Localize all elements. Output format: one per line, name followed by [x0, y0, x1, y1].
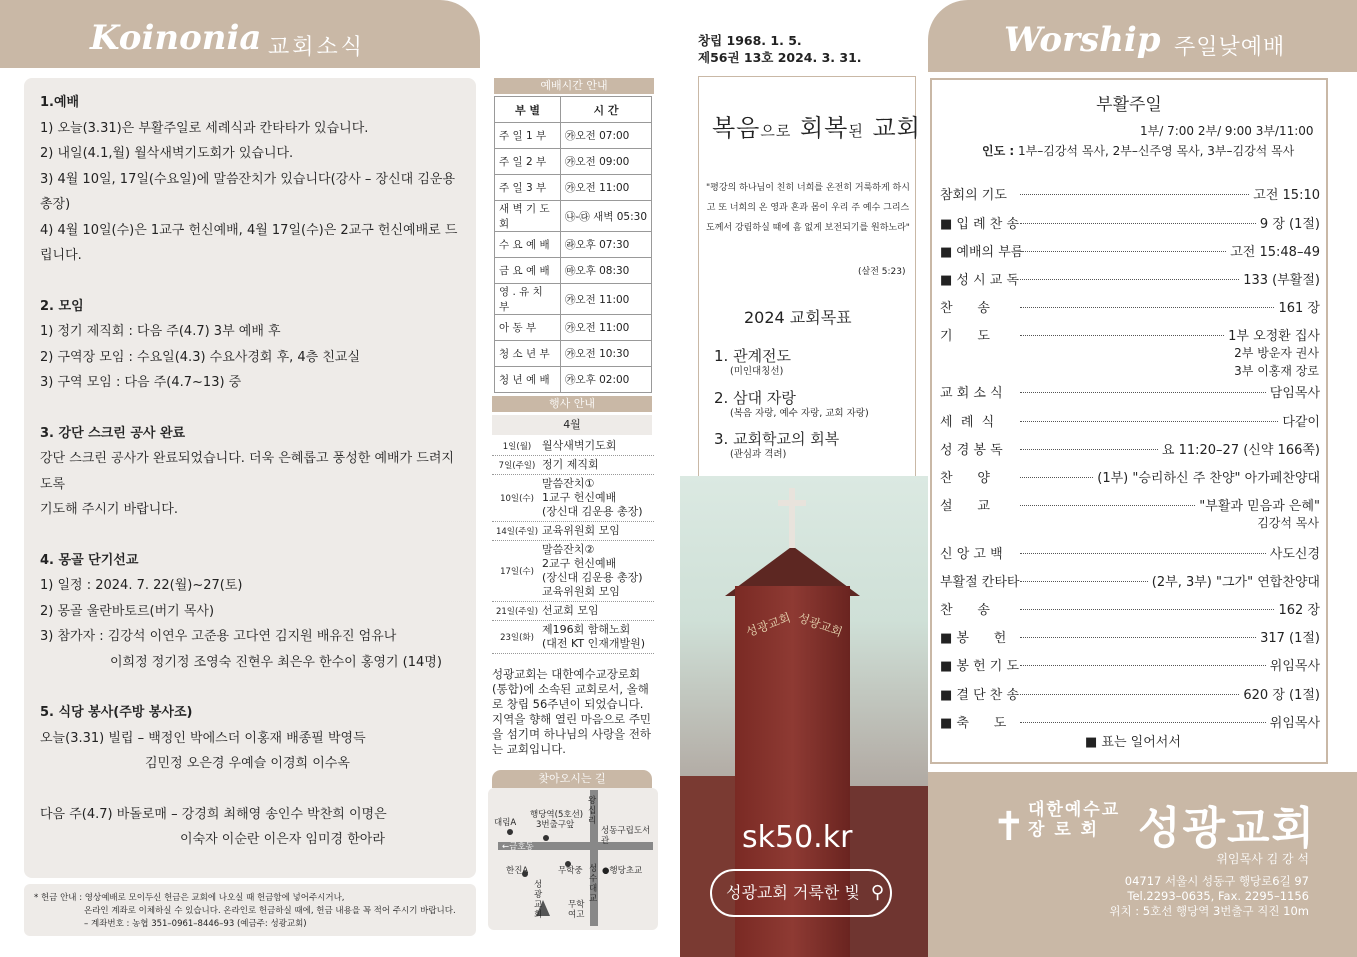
- schedule-dept: 새 벽 기 도 회: [495, 201, 561, 232]
- order-value: 담임목사: [1269, 386, 1320, 401]
- news-line: 3) 4월 10일, 17일(수요일)에 말씀잔치가 있습니다(강사 – 장신대 김운용 총장): [40, 171, 455, 212]
- schedule-time: ㉮오전 11:00: [560, 284, 651, 315]
- map-label: 무학중: [558, 866, 583, 876]
- schedule-dept: 주 일 1 부: [495, 123, 561, 149]
- verse-reference: (살전 5:23): [858, 267, 906, 277]
- slogan-part: 으로: [760, 122, 792, 140]
- cross-icon: [789, 488, 795, 548]
- schedule-table: [494, 96, 652, 393]
- service-order-row: [940, 627, 1320, 646]
- goal-sub: (관심과 격려): [730, 449, 787, 460]
- news-line: 4) 4월 10일(수)은 1교구 헌신예배, 4월 17일(수)은 2교구 헌신예배로 드립니다.: [40, 222, 458, 263]
- service-order-row: [940, 467, 1320, 486]
- founded-date: 창립 1968. 1. 5.: [698, 33, 802, 48]
- order-value: 1부 오정환 집사: [1228, 329, 1320, 344]
- order-value: (2부, 3부) "그가" 연합찬양대: [1151, 575, 1320, 590]
- schedule-row: [495, 367, 652, 393]
- event-row: [492, 621, 654, 654]
- goal-name: 2. 삼대 자랑: [714, 389, 796, 407]
- events-title: 행사 안내: [492, 396, 652, 412]
- church-slogan: [712, 108, 921, 143]
- map-label: 성동구립도서관: [601, 826, 651, 846]
- note-line: 온라인 계좌로 이체하실 수 있습니다. 온라인로 헌금하실 때에, 헌금 내용을 꼭 적어 주시기 바랍니다.: [84, 906, 456, 916]
- location: 위치 : 5호선 행당역 3번출구 직진 10m: [1109, 904, 1309, 918]
- church-footer: [928, 772, 1357, 957]
- order-value: 317 (1절): [1260, 631, 1320, 646]
- slogan-part: 복음: [712, 114, 761, 142]
- goal-sub: (미인대칭선): [730, 366, 784, 377]
- goal-name: 1. 관계전도: [714, 347, 792, 365]
- event-row: [492, 456, 654, 475]
- dot-leader: [1020, 251, 1226, 252]
- prayer-3: 3부 이홍재 장로: [1234, 364, 1319, 378]
- map-label: 3번출구앞: [536, 820, 575, 830]
- event-text: 선교회 모임: [542, 604, 599, 617]
- section-heading: 5. 식당 봉사(주방 봉사조): [40, 705, 193, 720]
- order-value: (1부) "승리하신 주 찬양" 아가페찬양대: [1097, 471, 1320, 486]
- schedule-dept: 수 요 예 배: [495, 232, 561, 258]
- map-label: ←금호동: [502, 842, 534, 852]
- service-leaders: [982, 142, 1294, 159]
- order-label: ■ 입 례 찬 송: [940, 217, 1020, 232]
- section-heading: 4. 몽골 단기선교: [40, 552, 139, 568]
- order-label: 신 앙 고 백: [940, 547, 1003, 562]
- event-row: [492, 602, 654, 621]
- map-label: 무학여고: [568, 900, 585, 920]
- events-month: 4월: [492, 415, 652, 435]
- news-line: 기도해 주시기 바랍니다.: [40, 502, 178, 517]
- map-label: 성수대교: [589, 864, 598, 904]
- schedule-time: ㉮오전 09:00: [560, 149, 651, 175]
- events-list: [492, 437, 654, 654]
- schedule-row: [495, 149, 652, 175]
- cross-icon-bar: [778, 500, 806, 506]
- goal-title: 2024 교회목표: [744, 308, 852, 327]
- order-label: 성 경 봉 독: [940, 443, 1003, 458]
- order-value: "부활과 믿음과 은혜": [1199, 499, 1320, 514]
- order-value: 161 장: [1278, 301, 1320, 316]
- event-date: 7일(주일): [498, 461, 536, 471]
- dot-leader: [1020, 505, 1195, 506]
- event-row: [492, 475, 654, 522]
- order-value: 위임목사: [1269, 716, 1320, 731]
- schedule-dept: 주 일 3 부: [495, 175, 561, 201]
- news-line: 이희정 정기정 조영숙 진현우 최은우 한수이 홍영기 (14명): [110, 654, 442, 670]
- denomination-cross-icon: ✝: [992, 804, 1026, 850]
- schedule-row: [495, 258, 652, 284]
- schedule-title: 예배시간 안내: [494, 78, 654, 94]
- schedule-time: ㉮오전 07:00: [560, 123, 651, 149]
- denom-line: 대한예수교: [1028, 800, 1121, 820]
- schedule-dept: 아 동 부: [495, 315, 561, 341]
- order-label: ■ 예배의 부름: [940, 245, 1024, 260]
- map-label: ●행당초교: [602, 866, 643, 876]
- order-label: 찬 양: [940, 471, 990, 486]
- service-title: 부활주일: [1096, 95, 1162, 115]
- news-line: 2) 내일(4.1,월) 월삭새벽기도회가 있습니다.: [40, 146, 294, 161]
- order-label: ■ 성 시 교 독: [940, 273, 1020, 288]
- event-text: 교육위원회 모임: [542, 524, 620, 537]
- event-date: 21일(주일): [495, 607, 539, 617]
- address: 04717 서울시 성동구 행당로6길 97: [1124, 874, 1309, 888]
- order-value: 사도신경: [1269, 547, 1320, 562]
- search-pill[interactable]: [710, 869, 892, 917]
- order-value: 고전 15:48–49: [1230, 245, 1320, 260]
- church-news-title: 교회소식: [268, 35, 366, 60]
- dot-leader: [1020, 223, 1256, 224]
- event-text: 말씀잔치② 2교구 헌신예배 (장신대 김운용 총장) 교육위원회 모임: [542, 543, 643, 598]
- order-label: ■ 봉 헌: [940, 631, 1007, 646]
- search-icon: ⚲: [870, 882, 885, 903]
- issue-number: 제56권 13호 2024. 3. 31.: [698, 50, 862, 65]
- standing-legend: ■ 표는 일어서서: [1085, 735, 1181, 750]
- koinonia-header: [0, 0, 480, 68]
- directions-title: 찾아오시는 길: [492, 770, 652, 788]
- dot-leader: [1020, 665, 1266, 666]
- dot-leader: [1020, 307, 1274, 308]
- sunday-service-title: 주일낮예배: [1174, 35, 1286, 60]
- news-line: 1) 정기 제직회 : 다음 주(4.7) 3부 예배 후: [40, 324, 281, 339]
- dot-leader: [1020, 694, 1239, 695]
- event-text: 월삭새벽기도회: [542, 439, 617, 452]
- service-order-row: [940, 495, 1320, 514]
- news-line: 3) 참가자 : 김강석 이연우 고준용 고다연 김지원 배유진 엄유나: [40, 629, 397, 644]
- schedule-dept: 청 년 예 배: [495, 367, 561, 393]
- service-order-row: [940, 712, 1320, 731]
- service-order-row: [940, 684, 1320, 703]
- senior-pastor: 위임목사 김 강 석: [1216, 852, 1309, 866]
- order-value: 133 (부활절): [1243, 273, 1320, 288]
- website-url[interactable]: sk50.kr: [742, 820, 853, 855]
- event-text: 말씀잔치① 1교구 헌신예배 (장신대 김운용 총장): [542, 477, 643, 518]
- order-value: 620 장 (1절): [1243, 688, 1320, 703]
- offering-note: [24, 884, 476, 936]
- service-order-row: [940, 325, 1320, 344]
- directions-map: [488, 788, 658, 930]
- service-order-row: [940, 184, 1320, 203]
- map-label: 행당역(5호선): [530, 810, 584, 820]
- dot-leader: [1020, 477, 1093, 478]
- news-line: 1) 오늘(3.31)은 부활주일로 세례식과 칸타타가 있습니다.: [40, 120, 369, 136]
- service-order-row: [940, 213, 1320, 232]
- schedule-row: [495, 201, 652, 232]
- founding-info: [698, 32, 862, 66]
- phone: Tel.2293–0635, Fax. 2295–1156: [1127, 889, 1309, 903]
- goal-item: [714, 428, 839, 460]
- schedule-dept: 금 요 예 배: [495, 258, 561, 284]
- news-line: 2) 몽골 울란바토르(버기 목사): [40, 603, 215, 619]
- koinonia-script-title: Koinonia: [90, 18, 262, 58]
- church-name: 성광교회: [1138, 803, 1317, 854]
- tower-sign: 성광교회: [744, 610, 793, 640]
- service-order-row: [940, 269, 1320, 288]
- prayer-2: 2부 방운자 권사: [1234, 346, 1319, 360]
- event-text: 제196회 함해노회 (대전 KT 인재개발원): [542, 623, 646, 650]
- order-value: 요 11:20–27 (신약 166쪽): [1161, 443, 1320, 458]
- order-label: 설 교: [940, 499, 990, 514]
- section-heading: 3. 강단 스크린 공사 완료: [40, 425, 186, 441]
- event-text: 정기 제직회: [542, 458, 599, 471]
- map-label: 왕십리: [588, 796, 597, 826]
- service-order-row: [940, 439, 1320, 458]
- service-order-row: [940, 411, 1320, 430]
- news-line: 다음 주(4.7) 바돌로매 – 강경희 최해영 송인수 박찬희 이명은: [40, 806, 387, 822]
- schedule-row: [495, 175, 652, 201]
- schedule-time: ㉯-㉰ 새벽 05:30: [560, 201, 651, 232]
- event-date: 17일(수): [500, 567, 534, 577]
- event-date: 10일(수): [500, 494, 534, 504]
- event-row: [492, 437, 654, 456]
- service-order-row: [940, 599, 1320, 618]
- dot-leader: [1020, 449, 1158, 450]
- schedule-dept: 영 . 유 치 부: [495, 284, 561, 315]
- map-label: 한진A: [506, 866, 529, 876]
- dot-leader: [1020, 421, 1278, 422]
- order-value: 위임목사: [1269, 659, 1320, 674]
- event-date: 14일(주일): [495, 527, 539, 537]
- service-order-row: [940, 655, 1320, 674]
- slogan-part: 교회: [872, 114, 921, 142]
- order-label: ■ 봉 헌 기 도: [940, 659, 1020, 674]
- news-line: 이숙자 이순란 이은자 임미경 한아라: [180, 832, 385, 847]
- slogan-part: 회복: [800, 114, 849, 142]
- section-heading: 1.예배: [40, 95, 80, 110]
- dot-leader: [1020, 609, 1274, 610]
- goal-item: [714, 345, 791, 377]
- schedule-time: ㉲오후 08:30: [560, 258, 651, 284]
- news-line: 김민정 오은경 우예슬 이경희 이수옥: [145, 756, 350, 771]
- dot-leader: [1020, 335, 1224, 336]
- service-times: 1부/ 7:00 2부/ 9:00 3부/11:00: [1140, 124, 1314, 138]
- event-date: 23일(화): [500, 633, 534, 643]
- address-block: [1109, 874, 1309, 919]
- news-line: 2) 구역장 모임 : 수요일(4.3) 수요사경회 후, 4층 친교실: [40, 349, 361, 365]
- news-line: 1) 일정 : 2024. 7. 22(월)~27(토): [40, 578, 243, 593]
- schedule-row: [495, 123, 652, 149]
- search-text: 성광교회 거룩한 빛: [726, 883, 860, 902]
- event-row: [492, 541, 654, 602]
- dot-leader: [1020, 194, 1249, 195]
- schedule-dept: 청 소 년 부: [495, 341, 561, 367]
- col-dept: 부 별: [495, 97, 561, 123]
- news-line: 3) 구역 모임 : 다음 주(4.7~13) 중: [40, 375, 242, 390]
- order-value: 162 장: [1278, 603, 1320, 618]
- service-order-row: [940, 382, 1320, 401]
- schedule-dept: 주 일 2 부: [495, 149, 561, 175]
- order-label: 찬 송: [940, 603, 990, 618]
- order-label: ■ 결 단 찬 송: [940, 688, 1020, 703]
- goal-item: [714, 387, 869, 419]
- schedule-time: ㉮오후 02:00: [560, 367, 651, 393]
- goal-sub: (복음 자랑, 예수 자랑, 교회 자랑): [730, 408, 869, 419]
- leaders-label: 인도 :: [982, 144, 1015, 158]
- church-news-box: [24, 78, 476, 878]
- schedule-time: ㉮오전 11:00: [560, 175, 651, 201]
- order-value: 9 장 (1절): [1259, 217, 1320, 232]
- dot-leader: [1020, 637, 1256, 638]
- order-label: 찬 송: [940, 301, 990, 316]
- leaders-list: 1부–김강석 목사, 2부–신주영 목사, 3부–김강석 목사: [1018, 144, 1295, 158]
- order-label: 참회의 기도: [940, 188, 1007, 203]
- tower-sign: 성광교회: [795, 610, 845, 640]
- service-order-row: [940, 241, 1320, 260]
- service-order-row: [940, 571, 1320, 590]
- preacher: 김강석 목사: [1257, 516, 1319, 530]
- map-label: 대림A: [494, 818, 517, 828]
- schedule-time: ㉱오후 07:30: [560, 232, 651, 258]
- schedule-row: [495, 284, 652, 315]
- section-heading: 2. 모임: [40, 298, 84, 314]
- event-date: 1일(월): [502, 442, 532, 452]
- schedule-row: [495, 341, 652, 367]
- schedule-row: [495, 315, 652, 341]
- service-order-row: [940, 543, 1320, 562]
- order-label: 교 회 소 식: [940, 386, 1003, 401]
- dot-leader: [1020, 581, 1148, 582]
- order-label: 부활절 칸타타: [940, 575, 1020, 590]
- goal-name: 3. 교회학교의 회복: [714, 430, 840, 448]
- news-line: 오늘(3.31) 빌립 – 백정인 박에스더 이홍재 배종필 박영득: [40, 730, 366, 746]
- note-line: * 헌금 안내 : 영상예배로 모이두신 헌금은 교회에 나오실 때 헌금함에 넣어주시거나,: [34, 893, 345, 903]
- dot-leader: [1020, 553, 1266, 554]
- news-line: 강단 스크린 공사가 완료되었습니다. 더욱 은혜롭고 풍성한 예배가 드려지도록: [40, 451, 454, 492]
- slogan-part: 된: [848, 122, 864, 140]
- order-label: ■ 축 도: [940, 716, 1007, 731]
- map-label: 성광교회: [534, 880, 543, 920]
- bible-verse: "평강의 하나님이 친히 너희를 온전히 거룩하게 하시고 또 너희의 온 영과 혼과 몸이 우리 주 예수 그리스도께서 강림하실 때에 흠 없게 보전되기를 원하노라": [706, 183, 910, 233]
- building-left: [680, 776, 740, 957]
- order-value: 고전 15:10: [1253, 188, 1320, 203]
- order-value: 다같이: [1282, 415, 1320, 430]
- church-intro: 성광교회는 대한예수교장로회(통합)에 소속된 교회로서, 올해로 창립 56주년이 되었습니다. 지역을 향해 열린 마음으로 주민을 섬기며 하나님의 사랑을 전하는 교회입니다.: [492, 667, 652, 756]
- service-order-row: [940, 297, 1320, 316]
- dot-leader: [1020, 279, 1239, 280]
- col-time: 시 간: [560, 97, 651, 123]
- worship-script-title: Worship: [1004, 20, 1161, 60]
- schedule-time: ㉮오전 10:30: [560, 341, 651, 367]
- denomination: [1028, 800, 1120, 840]
- dot-leader: [1020, 392, 1266, 393]
- note-line: – 계좌번호 : 농협 351–0961–8446–93 (예금주: 성광교회): [84, 919, 307, 929]
- order-label: 세 례 식: [940, 415, 995, 430]
- schedule-time: ㉮오전 11:00: [560, 315, 651, 341]
- dot-leader: [1020, 722, 1266, 723]
- schedule-row: [495, 232, 652, 258]
- denom-line: 장 로 회: [1028, 820, 1100, 840]
- order-label: 기 도: [940, 329, 990, 344]
- worship-header: [928, 0, 1357, 72]
- event-row: [492, 522, 654, 541]
